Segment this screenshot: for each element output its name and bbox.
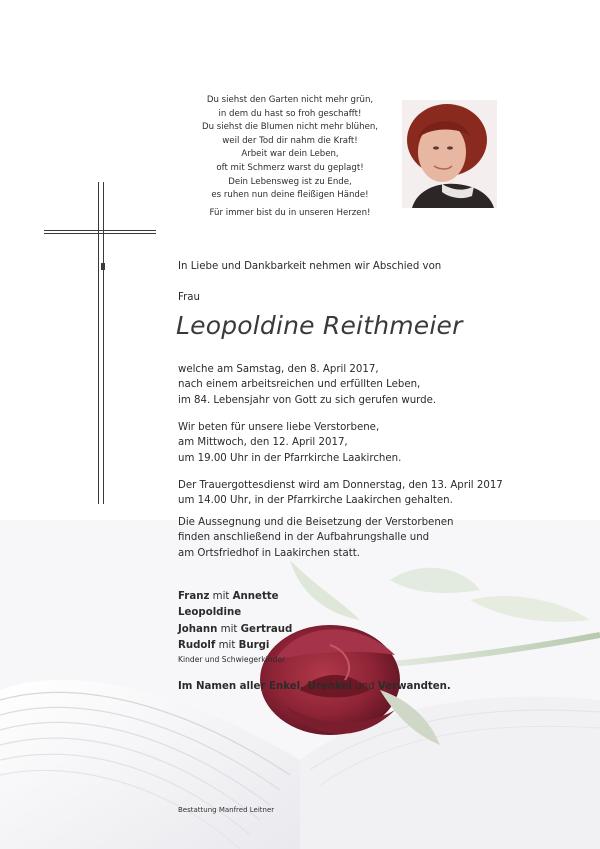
family-member: Franz (178, 591, 210, 602)
poem-line: in dem du hast so froh geschafft! (218, 108, 362, 119)
paragraph-line: um 19.00 Uhr in der Pfarrkirche Laakirchen. (178, 452, 402, 464)
deceased-name: Leopoldine Reithmeier (176, 311, 463, 340)
family-member: Annette (232, 591, 279, 602)
family-member: Rudolf (178, 639, 216, 651)
family-member: Leopoldine (178, 607, 242, 619)
prayer-paragraph (178, 420, 401, 466)
paragraph-line: nach einem arbeitsreichen und erfüllten Leben, (178, 379, 421, 391)
poem-line: es ruhen nun deine fleißigen Hände! (211, 190, 369, 201)
paragraph-line: welche am Samstag, den 8. April 2017, (178, 364, 379, 375)
family-note: Kinder und Schwiegerkinder (178, 655, 286, 665)
salutation: Frau (178, 292, 201, 303)
portrait-photo (402, 100, 497, 208)
family-line (178, 589, 292, 605)
poem-line: oft mit Schmerz warst du geplagt! (216, 162, 364, 173)
family-member: Gertraud (240, 623, 293, 635)
family-line (178, 605, 292, 621)
service-paragraph (178, 478, 503, 509)
paragraph-line: um 14.00 Uhr, in der Pfarrkirche Laakirchen gehalten. (178, 495, 453, 507)
closing-suffix: Verwandten. (377, 681, 451, 692)
poem-line: Dein Lebensweg ist zu Ende, (228, 176, 352, 187)
poem-line: Du siehst die Blumen nicht mehr blühen, (201, 122, 379, 133)
closing-und: und (355, 681, 375, 692)
paragraph-line: am Ortsfriedhof in Laakirchen statt. (178, 547, 360, 559)
closing-prefix: Im Namen aller Enkel, Urenkel (178, 681, 352, 692)
death-paragraph (178, 362, 436, 408)
poem-line: Du siehst den Garten nicht mehr grün, (206, 95, 374, 105)
paragraph-line: im 84. Lebensjahr von Gott zu sich gerufen wurde. (178, 394, 437, 406)
cross-horizontal-bar (44, 230, 156, 234)
family-list (178, 589, 292, 666)
family-member: Burgi (238, 639, 270, 651)
paragraph-line: Wir beten für unsere liebe Verstorbene, (178, 422, 380, 433)
family-connector: mit (212, 591, 230, 602)
poem-line: Arbeit war dein Leben, (241, 149, 339, 160)
poem (185, 94, 395, 220)
poem-line: weil der Tod dir nahm die Kraft! (222, 135, 358, 146)
paragraph-line: finden anschließend in der Aufbahrungshalle und (178, 532, 430, 544)
cross-mark (101, 263, 105, 270)
funeral-home: Bestattung Manfred Leitner (178, 806, 275, 814)
portrait-image (402, 100, 497, 208)
paragraph-line: Der Trauergottesdienst wird am Donnerstag, den 13. April 2017 (178, 480, 503, 491)
paragraph-line: Die Aussegnung und die Beisetzung der Verstorbenen (178, 517, 454, 528)
family-connector: mit (220, 623, 238, 635)
closing-line (178, 681, 451, 692)
family-line (178, 622, 292, 638)
burial-paragraph (178, 515, 454, 561)
paragraph-line: am Mittwoch, den 12. April 2017, (178, 437, 348, 449)
intro-line: In Liebe und Dankbarkeit nehmen wir Abschied von (178, 261, 442, 272)
family-connector: mit (218, 639, 236, 651)
family-member: Johann (178, 623, 218, 635)
poem-closing: Für immer bist du in unseren Herzen! (209, 207, 371, 218)
family-line (178, 638, 292, 654)
